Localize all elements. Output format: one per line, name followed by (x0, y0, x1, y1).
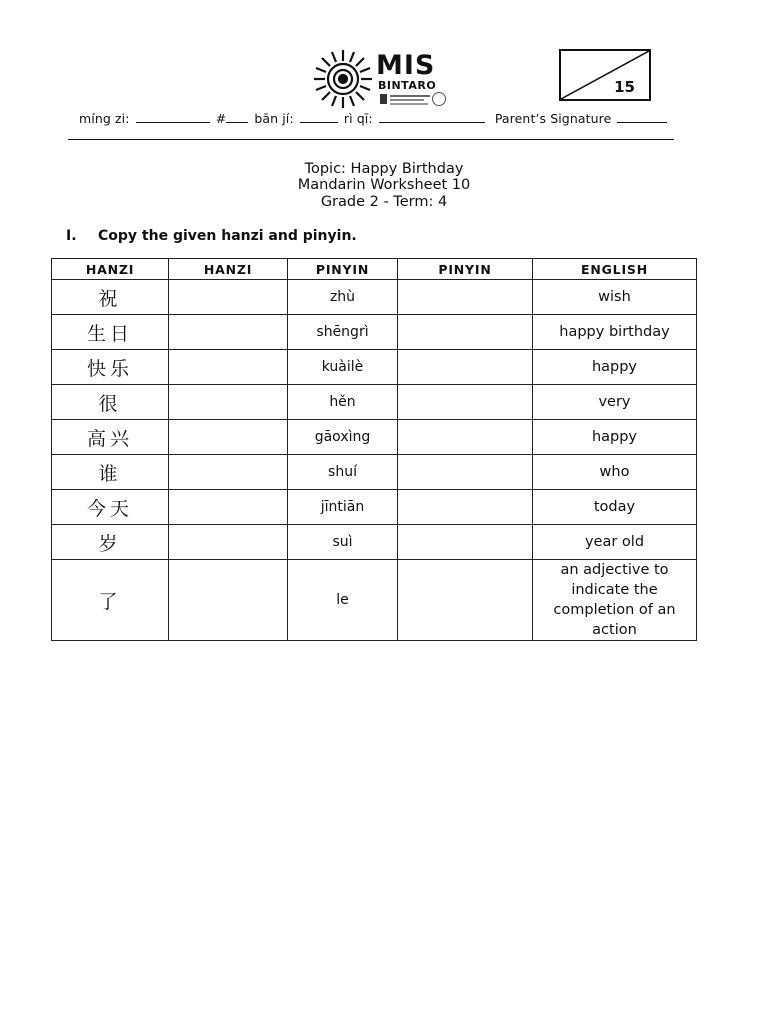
class-label: bān jí: (254, 111, 294, 126)
english-cell: an adjective to indicate the completion of an action (533, 560, 697, 641)
diagonal-divider (561, 51, 649, 99)
english-cell: who (533, 455, 697, 490)
pinyin-copy-cell[interactable] (398, 560, 533, 641)
header-hanzi: HANZI (52, 259, 169, 280)
accreditation-marks (380, 94, 440, 108)
pinyin-copy-cell[interactable] (398, 350, 533, 385)
class-field[interactable] (300, 110, 338, 123)
date-label: rì qī: (343, 111, 373, 126)
header-pinyin: PINYIN (288, 259, 398, 280)
hanzi-cell: 很 (52, 385, 169, 420)
english-cell: happy (533, 350, 697, 385)
topic-title: Topic: Happy Birthday (304, 161, 464, 177)
hanzi-cell: 快乐 (52, 350, 169, 385)
hanzi-cell: 生日 (52, 315, 169, 350)
instruction-text: Copy the given hanzi and pinyin. (98, 228, 357, 244)
instruction-number: I. (66, 228, 77, 244)
hanzi-cell: 祝 (52, 280, 169, 315)
hanzi-copy-cell[interactable] (169, 455, 288, 490)
worksheet-title: Mandarin Worksheet 10 (297, 177, 471, 193)
header-english: ENGLISH (533, 259, 697, 280)
pinyin-copy-cell[interactable] (398, 385, 533, 420)
english-cell: very (533, 385, 697, 420)
table-row (52, 525, 697, 560)
table-row (52, 490, 697, 525)
hanzi-cell: 高兴 (52, 420, 169, 455)
hanzi-copy-cell[interactable] (169, 490, 288, 525)
pinyin-copy-cell[interactable] (398, 420, 533, 455)
pinyin-cell: hěn (288, 385, 398, 420)
pinyin-copy-cell[interactable] (398, 490, 533, 525)
pinyin-copy-cell[interactable] (398, 315, 533, 350)
hanzi-copy-cell[interactable] (169, 350, 288, 385)
header-divider (68, 139, 674, 140)
table-row (52, 455, 697, 490)
grade-term: Grade 2 - Term: 4 (320, 194, 448, 210)
pinyin-cell: kuàilè (288, 350, 398, 385)
pinyin-cell: suì (288, 525, 398, 560)
school-logo (312, 48, 452, 112)
signature-label: Parent’s Signature (494, 111, 612, 126)
pinyin-copy-cell[interactable] (398, 455, 533, 490)
instruction (66, 228, 357, 244)
hanzi-copy-cell[interactable] (169, 525, 288, 560)
header-hanzi-copy: HANZI (169, 259, 288, 280)
vocabulary-table (51, 258, 697, 641)
name-label: míng zi: (79, 111, 130, 126)
pinyin-cell: jīntiān (288, 490, 398, 525)
table-row (52, 560, 697, 641)
number-label: # (215, 111, 227, 126)
number-field[interactable] (226, 110, 248, 123)
table-row (52, 385, 697, 420)
table-row (52, 280, 697, 315)
logo-subtitle: BINTARO (378, 79, 437, 92)
name-field[interactable] (136, 110, 210, 123)
english-cell: wish (533, 280, 697, 315)
english-cell: happy (533, 420, 697, 455)
hanzi-copy-cell[interactable] (169, 315, 288, 350)
table-header-row (52, 259, 697, 280)
english-cell: year old (533, 525, 697, 560)
pinyin-cell: shēngrì (288, 315, 398, 350)
hanzi-cell: 今天 (52, 490, 169, 525)
logo-title: MIS (376, 50, 436, 81)
date-field[interactable] (379, 110, 485, 123)
hanzi-copy-cell[interactable] (169, 560, 288, 641)
english-cell: happy birthday (533, 315, 697, 350)
pinyin-cell: le (288, 560, 398, 641)
max-score: 15 (614, 78, 635, 96)
hanzi-copy-cell[interactable] (169, 385, 288, 420)
pinyin-cell: gāoxìng (288, 420, 398, 455)
hanzi-copy-cell[interactable] (169, 280, 288, 315)
signature-field[interactable] (617, 110, 667, 123)
table-row (52, 420, 697, 455)
hanzi-cell: 谁 (52, 455, 169, 490)
sun-emblem-icon (312, 48, 374, 110)
pinyin-cell: zhù (288, 280, 398, 315)
pinyin-copy-cell[interactable] (398, 525, 533, 560)
hanzi-cell: 了 (52, 560, 169, 641)
pinyin-copy-cell[interactable] (398, 280, 533, 315)
hanzi-copy-cell[interactable] (169, 420, 288, 455)
english-cell: today (533, 490, 697, 525)
student-info-line (79, 110, 669, 126)
header-pinyin-copy: PINYIN (398, 259, 533, 280)
hanzi-cell: 岁 (52, 525, 169, 560)
score-box (559, 49, 651, 101)
table-row (52, 350, 697, 385)
table-row (52, 315, 697, 350)
pinyin-cell: shuí (288, 455, 398, 490)
